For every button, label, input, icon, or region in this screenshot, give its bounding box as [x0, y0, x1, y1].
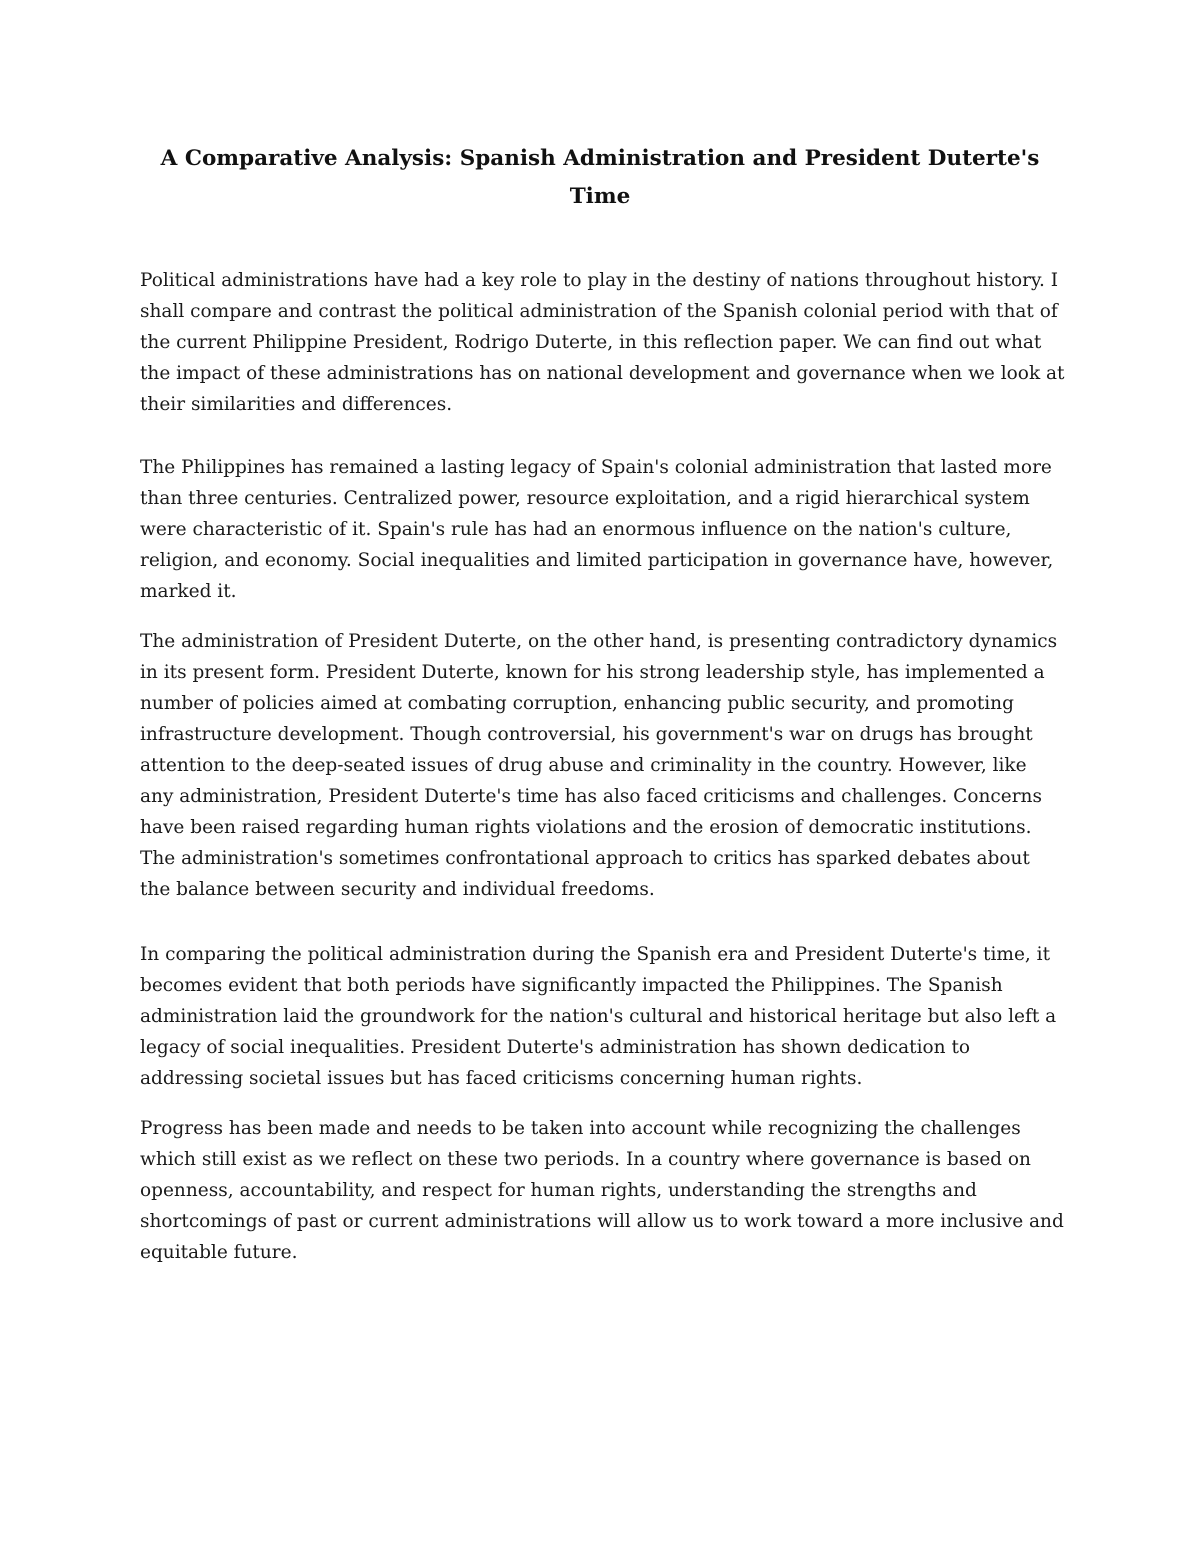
paragraph-conclusion: Progress has been made and needs to be taken into account while recognizing the challenges which still exist as we reflect on these two periods. In a country where governance is based on openness, accountability, and respect for human rights, understanding the strengths and shortcomings of past or current administrations will allow us to work toward a more inclusive and equitable future. — [140, 1118, 1064, 1263]
paragraph-comparison: In comparing the political administration during the Spanish era and President Duterte's time, it becomes evident that both periods have significantly impacted the Philippines. The Spanish administration laid the groundwork for the nation's cultural and historical heritage but also left a legacy of social inequalities. President Duterte's administration has shown dedication to addressing societal issues but has faced criticisms concerning human rights. — [140, 944, 1057, 1089]
paragraph-duterte-administration: The administration of President Duterte, on the other hand, is presenting contradictory dynamics in its present form. President Duterte, known for his strong leadership style, has implemented a number of policies aimed at combating corruption, enhancing public security, and promoting infrastructure development. Though controversial, his government's war on drugs has brought attention to the deep-seated issues of drug abuse and criminality in the country. However, like any administration, President Duterte's time has also faced criticisms and challenges. Concerns have been raised regarding human rights violations and the erosion of democratic institutions. The administration's sometimes confrontational approach to critics has sparked debates about the balance between security and individual freedoms. — [140, 631, 1058, 900]
paragraph-introduction: Political administrations have had a key role to play in the destiny of nations throughout history. I shall compare and contrast the political administration of the Spanish colonial period with that of the current Philippine President, Rodrigo Duterte, in this reflection paper. We can find out what the impact of these administrations has on national development and governance when we look at their similarities and differences. — [140, 270, 1065, 415]
document-title: A Comparative Analysis: Spanish Administration and President Duterte's Time — [160, 146, 1040, 209]
paragraph-spanish-administration: The Philippines has remained a lasting legacy of Spain's colonial administration that lasted more than three centuries. Centralized power, resource exploitation, and a rigid hierarchical system were characteristic of it. Spain's rule has had an enormous influence on the nation's culture, religion, and economy. Social inequalities and limited participation in governance have, however, marked it. — [140, 457, 1054, 602]
